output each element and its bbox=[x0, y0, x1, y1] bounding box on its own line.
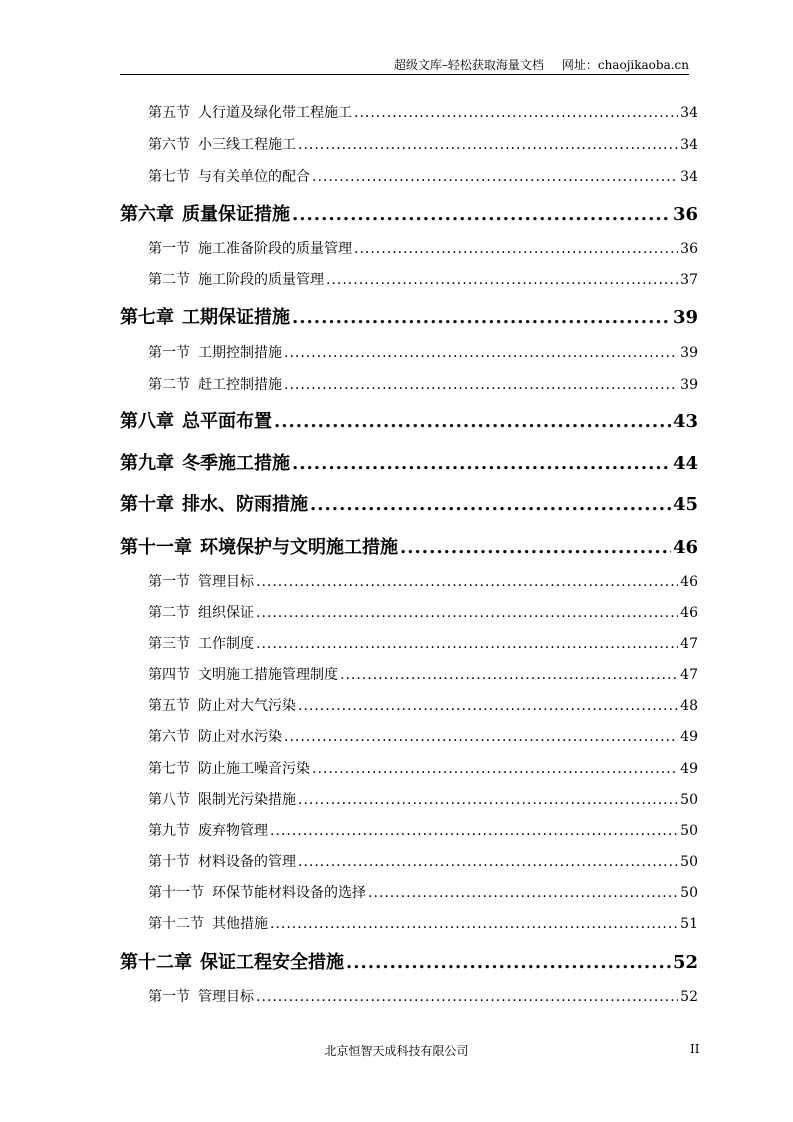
toc-section-entry[interactable] bbox=[0, 758, 698, 778]
entry-number: 第十二节 bbox=[148, 916, 204, 932]
entry-page: 52 bbox=[672, 952, 698, 973]
entry-title: 人行道及绿化带工程施工 bbox=[198, 105, 352, 121]
toc-chapter-entry[interactable] bbox=[0, 200, 698, 226]
dot-leader bbox=[284, 729, 678, 745]
entry-number: 第二节 bbox=[148, 272, 190, 288]
dot-leader bbox=[256, 989, 678, 1005]
entry-page: 46 bbox=[680, 605, 698, 621]
entry-title: 管理目标 bbox=[198, 989, 254, 1005]
entry-page: 34 bbox=[680, 105, 698, 121]
entry-title: 工作制度 bbox=[198, 636, 254, 652]
toc-chapter-entry[interactable] bbox=[0, 407, 698, 433]
entry-number: 第九章 bbox=[120, 453, 174, 474]
entry-title: 防止对大气污染 bbox=[198, 698, 296, 714]
toc-chapter-entry[interactable] bbox=[0, 449, 698, 475]
dot-leader bbox=[354, 105, 678, 121]
entry-number: 第十一章 bbox=[120, 537, 192, 558]
entry-number: 第五节 bbox=[148, 105, 190, 121]
entry-title: 材料设备的管理 bbox=[198, 854, 296, 870]
entry-page: 36 bbox=[672, 204, 698, 225]
dot-leader bbox=[312, 761, 678, 777]
toc-section-entry[interactable] bbox=[0, 789, 698, 809]
entry-number: 第一节 bbox=[148, 989, 190, 1005]
dot-leader bbox=[400, 537, 671, 558]
toc-section-entry[interactable] bbox=[0, 726, 698, 746]
entry-page: 39 bbox=[680, 345, 698, 361]
entry-title: 施工准备阶段的质量管理 bbox=[198, 241, 352, 257]
entry-title: 环保节能材料设备的选择 bbox=[212, 885, 366, 901]
dot-leader bbox=[270, 916, 678, 932]
dot-leader bbox=[298, 137, 678, 153]
entry-number: 第一节 bbox=[148, 574, 190, 590]
entry-page: 48 bbox=[680, 698, 698, 714]
entry-number: 第六节 bbox=[148, 729, 190, 745]
entry-number: 第二节 bbox=[148, 605, 190, 621]
footer-company: 北京恒智天成科技有限公司 bbox=[324, 1044, 469, 1058]
entry-title: 防止施工噪音污染 bbox=[198, 761, 310, 777]
entry-number: 第八节 bbox=[148, 792, 190, 808]
entry-title: 保证工程安全措施 bbox=[200, 952, 344, 973]
toc-section-entry[interactable] bbox=[0, 986, 698, 1006]
dot-leader bbox=[292, 204, 671, 225]
entry-number: 第八章 bbox=[120, 411, 174, 432]
entry-page: 46 bbox=[680, 574, 698, 590]
entry-title: 质量保证措施 bbox=[182, 204, 290, 225]
entry-title: 管理目标 bbox=[198, 574, 254, 590]
toc-chapter-entry[interactable] bbox=[0, 533, 698, 559]
toc-section-entry[interactable] bbox=[0, 633, 698, 653]
dot-leader bbox=[274, 411, 671, 432]
entry-number: 第六节 bbox=[148, 137, 190, 153]
entry-page: 50 bbox=[680, 823, 698, 839]
entry-number: 第一节 bbox=[148, 241, 190, 257]
toc-section-entry[interactable] bbox=[0, 602, 698, 622]
dot-leader bbox=[256, 605, 678, 621]
entry-number: 第十二章 bbox=[120, 952, 192, 973]
entry-title: 施工阶段的质量管理 bbox=[198, 272, 324, 288]
entry-page: 34 bbox=[680, 169, 698, 185]
entry-number: 第二节 bbox=[148, 377, 190, 393]
entry-number: 第五节 bbox=[148, 698, 190, 714]
dot-leader bbox=[292, 453, 671, 474]
dot-leader bbox=[298, 854, 678, 870]
entry-number: 第三节 bbox=[148, 636, 190, 652]
dot-leader bbox=[284, 377, 678, 393]
entry-page: 34 bbox=[680, 137, 698, 153]
entry-page: 52 bbox=[680, 989, 698, 1005]
entry-page: 51 bbox=[680, 916, 698, 932]
entry-page: 50 bbox=[680, 854, 698, 870]
toc-section-entry[interactable] bbox=[0, 269, 698, 289]
entry-page: 44 bbox=[672, 453, 698, 474]
dot-leader bbox=[340, 667, 678, 683]
entry-title: 废弃物管理 bbox=[198, 823, 268, 839]
dot-leader bbox=[310, 494, 671, 515]
dot-leader bbox=[326, 272, 678, 288]
toc-section-entry[interactable] bbox=[0, 238, 698, 258]
entry-page: 45 bbox=[672, 494, 698, 515]
page-header bbox=[120, 56, 689, 75]
entry-page: 50 bbox=[680, 792, 698, 808]
entry-number: 第七节 bbox=[148, 169, 190, 185]
entry-page: 39 bbox=[680, 377, 698, 393]
dot-leader bbox=[354, 241, 678, 257]
entry-number: 第六章 bbox=[120, 204, 174, 225]
entry-page: 49 bbox=[680, 729, 698, 745]
toc-section-entry[interactable] bbox=[0, 102, 698, 122]
entry-number: 第九节 bbox=[148, 823, 190, 839]
entry-number: 第十一节 bbox=[148, 885, 204, 901]
toc-section-entry[interactable] bbox=[0, 166, 698, 186]
entry-page: 46 bbox=[672, 537, 698, 558]
entry-page: 49 bbox=[680, 761, 698, 777]
entry-title: 工期控制措施 bbox=[198, 345, 282, 361]
dot-leader bbox=[270, 823, 678, 839]
dot-leader bbox=[346, 952, 671, 973]
toc-section-entry[interactable] bbox=[0, 374, 698, 394]
dot-leader bbox=[284, 345, 678, 361]
toc-section-entry[interactable] bbox=[0, 851, 698, 871]
header-url: 网址：chaojikaoba.cn bbox=[561, 58, 689, 72]
entry-title: 工期保证措施 bbox=[182, 307, 290, 328]
entry-title: 冬季施工措施 bbox=[182, 453, 290, 474]
entry-page: 37 bbox=[680, 272, 698, 288]
entry-number: 第十章 bbox=[120, 494, 174, 515]
toc-section-entry[interactable] bbox=[0, 571, 698, 591]
entry-title: 文明施工措施管理制度 bbox=[198, 667, 338, 683]
entry-number: 第七节 bbox=[148, 761, 190, 777]
footer-page-number: II bbox=[690, 1042, 700, 1056]
toc-section-entry[interactable] bbox=[0, 342, 698, 362]
dot-leader bbox=[298, 792, 678, 808]
dot-leader bbox=[312, 169, 678, 185]
entry-page: 39 bbox=[672, 307, 698, 328]
entry-page: 50 bbox=[680, 885, 698, 901]
entry-title: 其他措施 bbox=[212, 916, 268, 932]
toc-chapter-entry[interactable] bbox=[0, 948, 698, 974]
dot-leader bbox=[292, 307, 671, 328]
toc-section-entry[interactable] bbox=[0, 134, 698, 154]
dot-leader bbox=[368, 885, 678, 901]
toc-section-entry[interactable] bbox=[0, 882, 698, 902]
toc-chapter-entry[interactable] bbox=[0, 490, 698, 516]
entry-title: 总平面布置 bbox=[182, 411, 272, 432]
toc-section-entry[interactable] bbox=[0, 695, 698, 715]
entry-title: 防止对水污染 bbox=[198, 729, 282, 745]
entry-page: 47 bbox=[680, 636, 698, 652]
header-site-name: 超级文库–轻松获取海量文档 bbox=[393, 58, 544, 72]
entry-title: 组织保证 bbox=[198, 605, 254, 621]
entry-title: 小三线工程施工 bbox=[198, 137, 296, 153]
dot-leader bbox=[256, 574, 678, 590]
entry-page: 43 bbox=[672, 411, 698, 432]
dot-leader bbox=[256, 636, 678, 652]
entry-number: 第十节 bbox=[148, 854, 190, 870]
entry-title: 限制光污染措施 bbox=[198, 792, 296, 808]
entry-number: 第四节 bbox=[148, 667, 190, 683]
toc-section-entry[interactable] bbox=[0, 664, 698, 684]
entry-title: 赶工控制措施 bbox=[198, 377, 282, 393]
entry-page: 47 bbox=[680, 667, 698, 683]
entry-title: 环境保护与文明施工措施 bbox=[200, 537, 398, 558]
entry-page: 36 bbox=[680, 241, 698, 257]
toc-section-entry[interactable] bbox=[0, 820, 698, 840]
dot-leader bbox=[298, 698, 678, 714]
entry-title: 排水、防雨措施 bbox=[182, 494, 308, 515]
entry-title: 与有关单位的配合 bbox=[198, 169, 310, 185]
entry-number: 第七章 bbox=[120, 307, 174, 328]
toc-section-entry[interactable] bbox=[0, 913, 698, 933]
entry-number: 第一节 bbox=[148, 345, 190, 361]
toc-chapter-entry[interactable] bbox=[0, 303, 698, 329]
